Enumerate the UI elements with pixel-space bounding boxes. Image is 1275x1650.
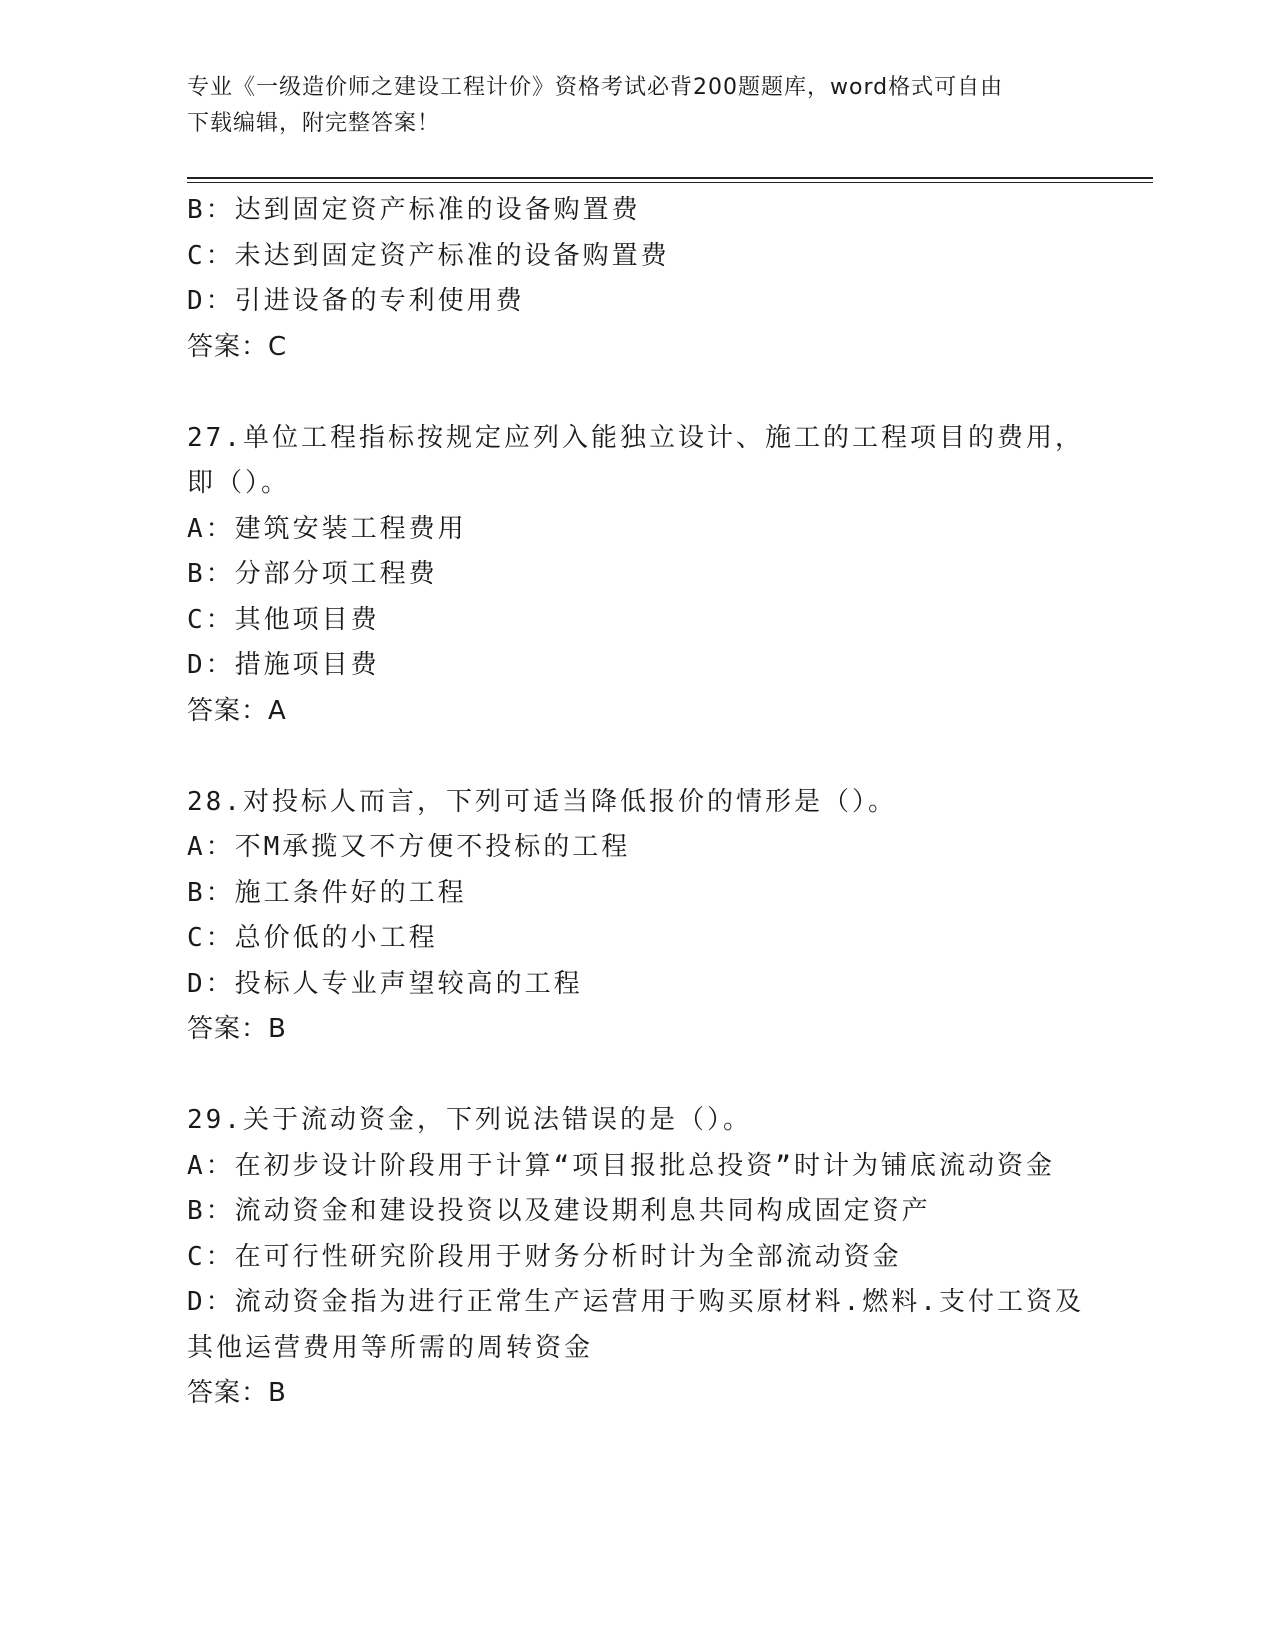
header-divider-thin bbox=[187, 182, 1153, 183]
question-27 bbox=[187, 416, 1087, 735]
spacer bbox=[187, 1053, 1087, 1099]
answer: 答案：C bbox=[187, 331, 288, 362]
option-c: C：总价低的小工程 bbox=[187, 923, 438, 953]
spacer bbox=[187, 734, 1087, 780]
option-b: B：施工条件好的工程 bbox=[187, 877, 467, 908]
option-c: C：未达到固定资产标准的设备购置费 bbox=[187, 240, 670, 271]
spacer bbox=[187, 370, 1087, 416]
question-29 bbox=[187, 1098, 1087, 1417]
option-d: D：流动资金指为进行正常生产运营用于购买原材料.燃料.支付工资及 bbox=[187, 1287, 1084, 1317]
header-divider-thick bbox=[187, 177, 1153, 179]
option-c: C：在可行性研究阶段用于财务分析时计为全部流动资金 bbox=[187, 1241, 902, 1272]
answer: 答案：B bbox=[187, 1378, 287, 1408]
answer: 答案：B bbox=[187, 1014, 287, 1044]
option-a: A：建筑安装工程费用 bbox=[187, 513, 467, 544]
document-header bbox=[187, 70, 1087, 142]
header-line-1: 专业《一级造价师之建设工程计价》资格考试必背200题题库，word格式可自由 bbox=[187, 75, 1004, 100]
question-stem: 28.对投标人而言，下列可适当降低报价的情形是（）。 bbox=[187, 786, 897, 817]
question-stem: 29.关于流动资金，下列说法错误的是（）。 bbox=[187, 1105, 752, 1135]
option-b: B：流动资金和建设投资以及建设期利息共同构成固定资产 bbox=[187, 1196, 931, 1226]
option-a: A：不M承揽又不方便不投标的工程 bbox=[187, 832, 631, 862]
option-c: C：其他项目费 bbox=[187, 604, 380, 635]
option-d: D：引进设备的专利使用费 bbox=[187, 286, 525, 316]
question-stem: 27.单位工程指标按规定应列入能独立设计、施工的工程项目的费用， bbox=[187, 422, 1084, 453]
option-b: B：分部分项工程费 bbox=[187, 559, 438, 589]
question-28 bbox=[187, 780, 1087, 1053]
question-stem-cont: 即（）。 bbox=[187, 468, 291, 498]
answer: 答案：A bbox=[187, 695, 287, 726]
option-d: D：措施项目费 bbox=[187, 650, 380, 680]
header-line-2: 下载编辑，附完整答案！ bbox=[187, 111, 441, 136]
option-b: B：达到固定资产标准的设备购置费 bbox=[187, 195, 641, 225]
question-carryover bbox=[187, 188, 1087, 370]
option-a: A：在初步设计阶段用于计算“项目报批总投资”时计为铺底流动资金 bbox=[187, 1150, 1055, 1181]
option-d: D：投标人专业声望较高的工程 bbox=[187, 968, 583, 999]
option-d-cont: 其他运营费用等所需的周转资金 bbox=[187, 1332, 594, 1363]
question-list bbox=[187, 188, 1087, 1417]
